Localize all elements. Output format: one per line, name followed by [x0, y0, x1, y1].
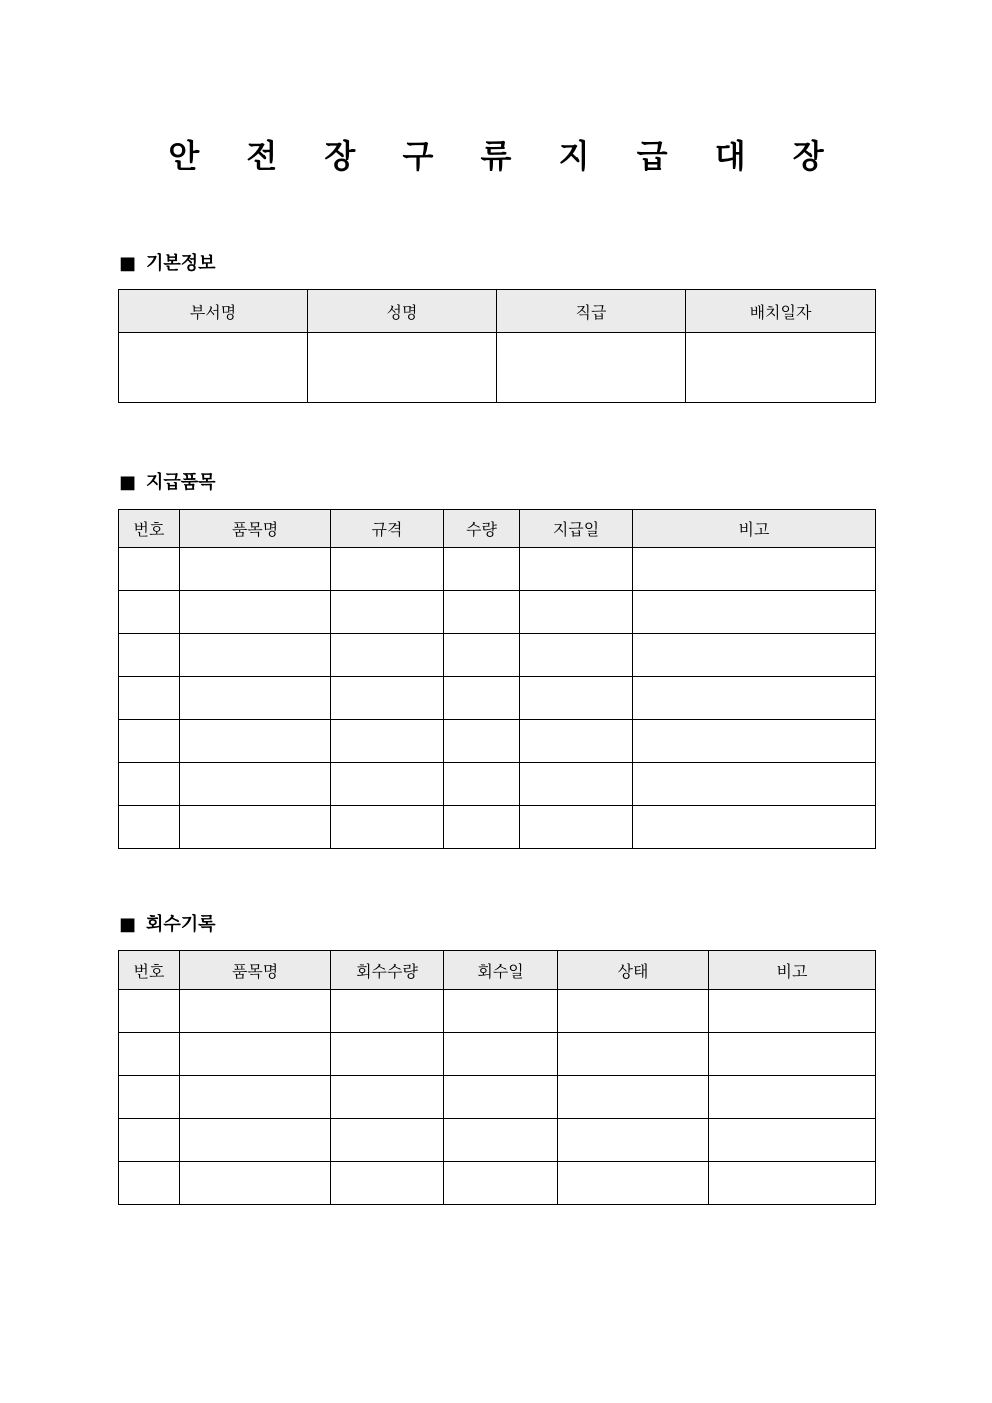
- column-header-remarks: 비고: [633, 510, 876, 548]
- table-cell[interactable]: [520, 591, 633, 634]
- table-row: [119, 591, 876, 634]
- table-cell[interactable]: [709, 1033, 876, 1076]
- table-cell[interactable]: [444, 677, 520, 720]
- table-cell[interactable]: [119, 763, 180, 806]
- table-cell[interactable]: [633, 720, 876, 763]
- column-header-condition: 상태: [558, 951, 709, 990]
- table-cell[interactable]: [444, 591, 520, 634]
- input-cell-name[interactable]: [308, 333, 497, 403]
- returns-table: [118, 950, 876, 1205]
- table-cell[interactable]: [180, 634, 331, 677]
- column-header-number: 번호: [119, 510, 180, 548]
- table-cell[interactable]: [119, 806, 180, 849]
- table-cell[interactable]: [444, 1119, 558, 1162]
- square-bullet-icon: ■: [119, 472, 137, 493]
- table-cell[interactable]: [119, 1033, 180, 1076]
- table-cell[interactable]: [520, 720, 633, 763]
- table-cell[interactable]: [119, 677, 180, 720]
- issued-items-table: [118, 509, 876, 849]
- table-cell[interactable]: [444, 720, 520, 763]
- section-heading-basic-info: [119, 252, 216, 276]
- header-row: [119, 510, 876, 548]
- table-cell[interactable]: [180, 763, 331, 806]
- table-cell[interactable]: [119, 990, 180, 1033]
- table-row: [119, 1119, 876, 1162]
- table-cell[interactable]: [331, 548, 444, 591]
- table-cell[interactable]: [520, 548, 633, 591]
- table-cell[interactable]: [558, 1162, 709, 1205]
- section-title: 회수기록: [146, 914, 216, 935]
- column-header-item-name: 품목명: [180, 510, 331, 548]
- table-cell[interactable]: [444, 806, 520, 849]
- column-header-return-quantity: 회수수량: [331, 951, 444, 990]
- table-cell[interactable]: [180, 548, 331, 591]
- table-cell[interactable]: [331, 806, 444, 849]
- table-cell[interactable]: [444, 1162, 558, 1205]
- section-heading-issued-items: [119, 471, 216, 495]
- table-cell[interactable]: [633, 677, 876, 720]
- table-cell[interactable]: [709, 1162, 876, 1205]
- table-cell[interactable]: [520, 763, 633, 806]
- table-cell[interactable]: [119, 591, 180, 634]
- table-cell[interactable]: [558, 1076, 709, 1119]
- table-row: [119, 763, 876, 806]
- column-header-name: 성명: [308, 290, 497, 333]
- table-cell[interactable]: [709, 1076, 876, 1119]
- column-header-quantity: 수량: [444, 510, 520, 548]
- table-cell[interactable]: [180, 720, 331, 763]
- table-cell[interactable]: [709, 990, 876, 1033]
- column-header-remarks: 비고: [709, 951, 876, 990]
- section-title: 기본정보: [146, 253, 216, 274]
- square-bullet-icon: ■: [119, 253, 137, 274]
- table-cell[interactable]: [633, 634, 876, 677]
- page-title: 안 전 장 구 류 지 급 대 장: [168, 137, 842, 175]
- column-header-number: 번호: [119, 951, 180, 990]
- column-header-assignment-date: 배치일자: [686, 290, 876, 333]
- table-cell[interactable]: [520, 677, 633, 720]
- header-row: [119, 951, 876, 990]
- table-row: [119, 990, 876, 1033]
- table-cell[interactable]: [633, 763, 876, 806]
- table-cell[interactable]: [444, 1076, 558, 1119]
- table-cell[interactable]: [119, 1119, 180, 1162]
- table-row: [119, 1033, 876, 1076]
- column-header-rank: 직급: [497, 290, 686, 333]
- table-row: [119, 720, 876, 763]
- basic-info-table: [118, 289, 876, 403]
- table-cell[interactable]: [633, 806, 876, 849]
- table-row: [119, 806, 876, 849]
- table-cell[interactable]: [558, 1119, 709, 1162]
- table-cell[interactable]: [331, 591, 444, 634]
- table-cell[interactable]: [709, 1119, 876, 1162]
- table-cell[interactable]: [558, 1033, 709, 1076]
- column-header-issue-date: 지급일: [520, 510, 633, 548]
- table-row: [119, 677, 876, 720]
- table-cell[interactable]: [180, 677, 331, 720]
- table-cell[interactable]: [331, 1162, 444, 1205]
- table-row: [119, 634, 876, 677]
- table-cell[interactable]: [444, 763, 520, 806]
- table-cell[interactable]: [180, 1033, 331, 1076]
- table-cell[interactable]: [119, 634, 180, 677]
- table-cell[interactable]: [444, 1033, 558, 1076]
- table-cell[interactable]: [331, 763, 444, 806]
- table-cell[interactable]: [180, 990, 331, 1033]
- header-row: [119, 290, 876, 333]
- table-row: [119, 333, 876, 403]
- table-cell[interactable]: [180, 591, 331, 634]
- table-cell[interactable]: [119, 548, 180, 591]
- table-cell[interactable]: [331, 1076, 444, 1119]
- table-cell[interactable]: [119, 720, 180, 763]
- table-cell[interactable]: [444, 990, 558, 1033]
- section-title: 지급품목: [146, 472, 216, 493]
- table-cell[interactable]: [180, 1162, 331, 1205]
- table-cell[interactable]: [331, 720, 444, 763]
- table-cell[interactable]: [520, 634, 633, 677]
- table-row: [119, 1162, 876, 1205]
- input-cell-assignment-date[interactable]: [686, 333, 876, 403]
- table-cell[interactable]: [444, 548, 520, 591]
- square-bullet-icon: ■: [119, 914, 137, 935]
- table-cell[interactable]: [331, 634, 444, 677]
- table-cell[interactable]: [180, 1119, 331, 1162]
- table-cell[interactable]: [331, 1119, 444, 1162]
- table-cell[interactable]: [633, 548, 876, 591]
- table-cell[interactable]: [520, 806, 633, 849]
- table-cell[interactable]: [444, 634, 520, 677]
- input-cell-department[interactable]: [119, 333, 308, 403]
- table-cell[interactable]: [331, 990, 444, 1033]
- table-cell[interactable]: [558, 990, 709, 1033]
- table-cell[interactable]: [119, 1162, 180, 1205]
- column-header-department: 부서명: [119, 290, 308, 333]
- column-header-spec: 규격: [331, 510, 444, 548]
- input-cell-rank[interactable]: [497, 333, 686, 403]
- table-cell[interactable]: [180, 1076, 331, 1119]
- table-cell[interactable]: [331, 677, 444, 720]
- table-cell[interactable]: [633, 591, 876, 634]
- table-row: [119, 548, 876, 591]
- table-cell[interactable]: [119, 1076, 180, 1119]
- table-cell[interactable]: [180, 806, 331, 849]
- section-heading-returns: [119, 913, 216, 937]
- table-cell[interactable]: [331, 1033, 444, 1076]
- column-header-return-date: 회수일: [444, 951, 558, 990]
- column-header-item-name: 품목명: [180, 951, 331, 990]
- table-row: [119, 1076, 876, 1119]
